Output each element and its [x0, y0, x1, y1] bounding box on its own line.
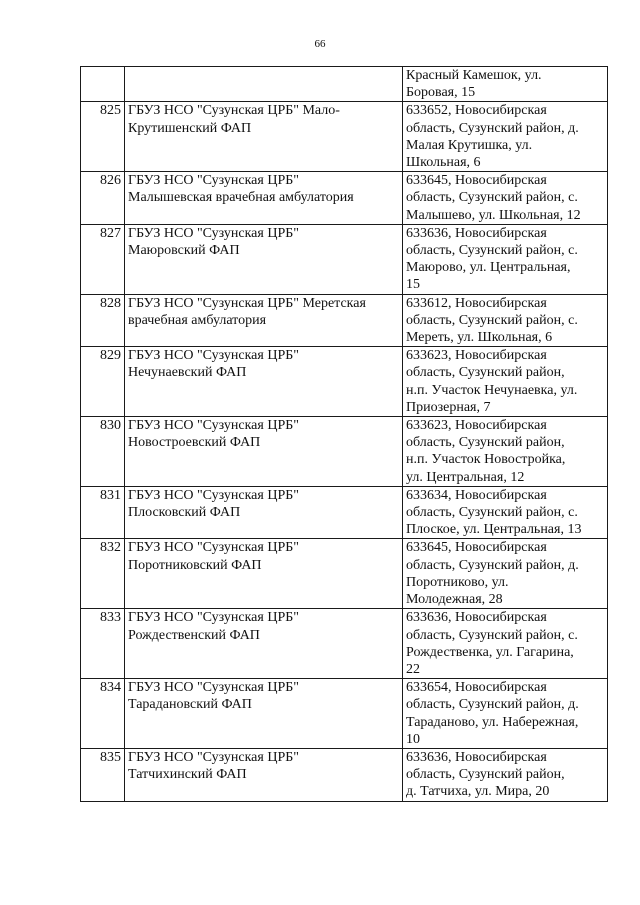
facility-name-line: Новостроевский ФАП	[128, 435, 261, 451]
address-line: 15	[406, 277, 420, 293]
address-line: 633623, Новосибирская	[406, 348, 547, 364]
address-cell	[403, 486, 608, 539]
row-number-cell: 826	[81, 172, 125, 225]
row-number-cell: 833	[81, 609, 125, 679]
table-row	[81, 609, 608, 679]
address-line: 633636, Новосибирская	[406, 610, 547, 626]
address-line: Плоское, ул. Центральная, 13	[406, 522, 582, 538]
row-number-cell: 829	[81, 347, 125, 417]
facility-name-line: Татчихинский ФАП	[128, 767, 247, 783]
facility-name-line: ГБУЗ НСО "Сузунская ЦРБ"	[128, 680, 299, 696]
address-line: д. Татчиха, ул. Мира, 20	[406, 784, 550, 800]
facility-name-line: ГБУЗ НСО "Сузунская ЦРБ"	[128, 540, 299, 556]
table-row-continuation	[81, 67, 608, 102]
facility-name-cell	[125, 294, 403, 347]
facility-name-cell	[125, 417, 403, 487]
address-line: 633654, Новосибирская	[406, 680, 547, 696]
table-body	[81, 67, 608, 802]
address-line: 22	[406, 661, 420, 677]
address-line: 633645, Новосибирская	[406, 173, 547, 189]
facility-name-cell	[125, 679, 403, 749]
address-cell	[403, 102, 608, 172]
facility-name-cell	[125, 224, 403, 294]
address-line: Тараданово, ул. Набережная,	[406, 714, 579, 730]
address-line: Школьная, 6	[406, 155, 481, 171]
table-row	[81, 172, 608, 225]
table-row	[81, 748, 608, 801]
row-number-cell: 834	[81, 679, 125, 749]
address-line: 633634, Новосибирская	[406, 487, 547, 503]
address-line: 633645, Новосибирская	[406, 540, 547, 556]
address-cell	[403, 417, 608, 487]
address-cell	[403, 347, 608, 417]
address-line: область, Сузунский район, с.	[406, 312, 578, 328]
address-line: область, Сузунский район, с.	[406, 190, 578, 206]
address-line: н.п. Участок Нечунаевка, ул.	[406, 382, 578, 398]
facility-name-cell	[125, 172, 403, 225]
address-line: Поротниково, ул.	[406, 574, 509, 590]
facility-registry-table	[80, 66, 608, 802]
facility-name-cell	[125, 67, 403, 102]
facility-name-cell	[125, 486, 403, 539]
address-line: область, Сузунский район, д.	[406, 557, 579, 573]
facility-name-line: Малышевская врачебная амбулатория	[128, 190, 354, 206]
address-line: область, Сузунский район,	[406, 365, 565, 381]
facility-name-cell	[125, 102, 403, 172]
facility-name-line: врачебная амбулатория	[128, 312, 267, 328]
page-number: 66	[314, 38, 326, 50]
facility-name-line: ГБУЗ НСО "Сузунская ЦРБ"	[128, 487, 299, 503]
address-line: область, Сузунский район, с.	[406, 505, 578, 521]
facility-name-line: Поротниковский ФАП	[128, 557, 262, 573]
address-line: Мереть, ул. Школьная, 6	[406, 330, 553, 346]
facility-name-cell	[125, 748, 403, 801]
facility-name-line: ГБУЗ НСО "Сузунская ЦРБ"	[128, 610, 299, 626]
address-line: Рождественка, ул. Гагарина,	[406, 644, 574, 660]
facility-name-cell	[125, 609, 403, 679]
address-cell	[403, 67, 608, 102]
facility-name-line: Тарадановский ФАП	[128, 697, 252, 713]
address-line: Приозерная, 7	[406, 399, 491, 415]
facility-name-cell	[125, 347, 403, 417]
table-row	[81, 224, 608, 294]
row-number-cell: 835	[81, 748, 125, 801]
address-line: Боровая, 15	[406, 85, 476, 101]
row-number-cell: 827	[81, 224, 125, 294]
address-line: область, Сузунский район, д.	[406, 120, 579, 136]
address-line: область, Сузунский район, с.	[406, 243, 578, 259]
facility-name-line: Крутишенский ФАП	[128, 120, 252, 136]
row-number-cell: 831	[81, 486, 125, 539]
address-line: 10	[406, 731, 420, 747]
address-cell	[403, 609, 608, 679]
facility-name-line: ГБУЗ НСО "Сузунская ЦРБ"	[128, 173, 299, 189]
facility-name-cell	[125, 539, 403, 609]
address-cell	[403, 294, 608, 347]
address-line: 633623, Новосибирская	[406, 418, 547, 434]
facility-name-line: Нечунаевский ФАП	[128, 365, 247, 381]
address-line: область, Сузунский район,	[406, 435, 565, 451]
facility-name-line: ГБУЗ НСО "Сузунская ЦРБ"	[128, 749, 299, 765]
address-line: Молодежная, 28	[406, 592, 503, 608]
facility-name-line: Рождественский ФАП	[128, 627, 260, 643]
facility-name-line: ГБУЗ НСО "Сузунская ЦРБ" Меретская	[128, 295, 366, 311]
address-line: ул. Центральная, 12	[406, 469, 525, 485]
row-number-cell: 825	[81, 102, 125, 172]
table-row	[81, 679, 608, 749]
address-cell	[403, 748, 608, 801]
address-line: Красный Камешок, ул.	[406, 68, 542, 83]
address-line: 633652, Новосибирская	[406, 103, 547, 119]
address-cell	[403, 539, 608, 609]
row-number-cell: 828	[81, 294, 125, 347]
table-row	[81, 347, 608, 417]
table-row	[81, 102, 608, 172]
address-line: область, Сузунский район, д.	[406, 697, 579, 713]
table-row	[81, 417, 608, 487]
row-number-cell: 832	[81, 539, 125, 609]
facility-name-line: ГБУЗ НСО "Сузунская ЦРБ"	[128, 225, 299, 241]
address-line: область, Сузунский район, с.	[406, 627, 578, 643]
address-line: 633636, Новосибирская	[406, 749, 547, 765]
address-cell	[403, 172, 608, 225]
table-row	[81, 486, 608, 539]
facility-name-line: ГБУЗ НСО "Сузунская ЦРБ"	[128, 418, 299, 434]
address-line: область, Сузунский район,	[406, 767, 565, 783]
facility-name-line: Маюровский ФАП	[128, 243, 240, 259]
table-row	[81, 539, 608, 609]
address-line: Маюрово, ул. Центральная,	[406, 260, 571, 276]
row-number-cell: 830	[81, 417, 125, 487]
table-row	[81, 294, 608, 347]
address-line: Малая Крутишка, ул.	[406, 137, 533, 153]
facility-name-line: ГБУЗ НСО "Сузунская ЦРБ"	[128, 348, 299, 364]
address-line: 633636, Новосибирская	[406, 225, 547, 241]
address-cell	[403, 679, 608, 749]
address-cell	[403, 224, 608, 294]
address-line: Малышево, ул. Школьная, 12	[406, 207, 581, 223]
facility-name-line: Плосковский ФАП	[128, 505, 241, 521]
address-line: н.п. Участок Новостройка,	[406, 452, 566, 468]
address-line: 633612, Новосибирская	[406, 295, 547, 311]
row-number-cell	[81, 67, 125, 102]
facility-name-line: ГБУЗ НСО "Сузунская ЦРБ" Мало-	[128, 103, 340, 119]
